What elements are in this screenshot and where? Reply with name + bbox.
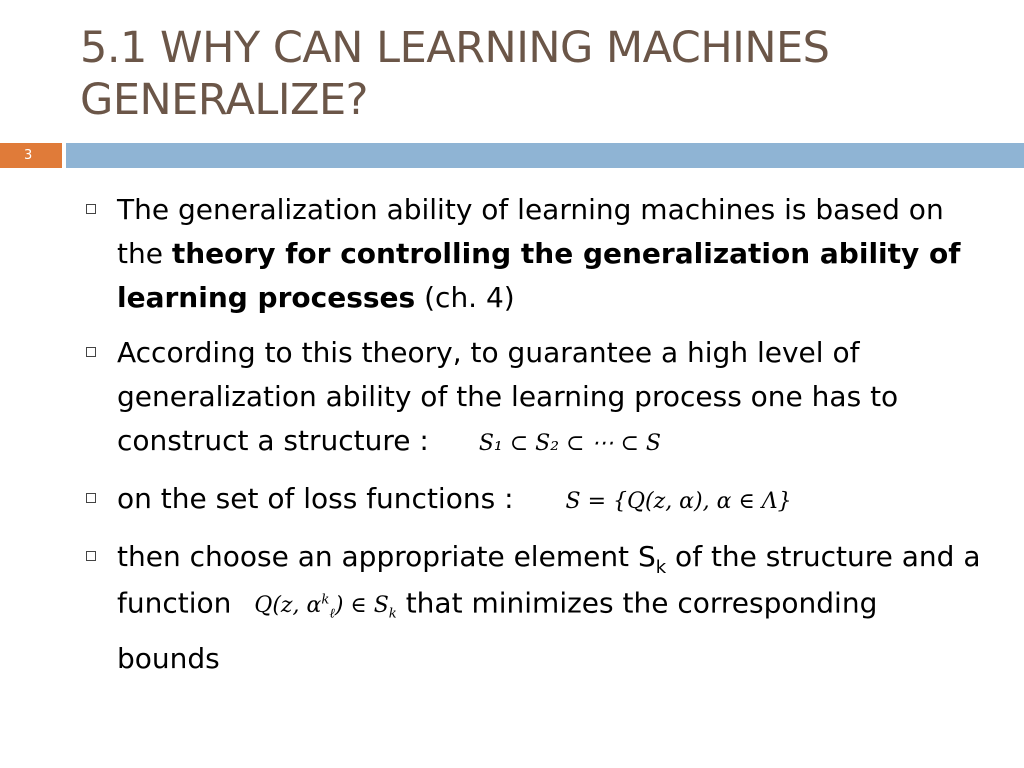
subscript-k: k — [655, 557, 667, 578]
bullet-text: on the set of loss functions : — [117, 482, 514, 515]
bullet-text: that minimizes the corresponding bounds — [117, 586, 878, 675]
square-bullet-icon — [86, 347, 96, 357]
bullet-bold-text: theory for controlling the generalization ability of learning processes — [117, 237, 961, 314]
bullet-item — [86, 188, 986, 320]
square-bullet-icon — [86, 204, 96, 214]
slide-number-badge: 3 — [0, 143, 62, 168]
bullet-text: then choose an appropriate element S — [117, 540, 656, 573]
bullet-item — [86, 535, 986, 681]
bullet-list — [86, 188, 986, 692]
structure-formula: S₁ ⊂ S₂ ⊂ ⋯ ⊂ S — [478, 431, 661, 456]
title-divider-bar — [66, 143, 1024, 168]
bullet-text: (ch. 4) — [415, 281, 515, 314]
function-formula: Q(z, $\alpha^k_\ell$) ∈ $S_k$ — [254, 593, 397, 622]
bullet-text: According to this theory, to guarantee a high level of generalization ability of the learning process one has to construct a structure : — [117, 336, 899, 457]
square-bullet-icon — [86, 493, 96, 503]
bullet-item — [86, 331, 986, 466]
bullet-item — [86, 477, 986, 524]
bullet-text: of the structure and a function — [117, 540, 981, 620]
bullet-text: The generalization ability of learning machines is based on the — [117, 193, 944, 270]
loss-function-set-formula: S = {Q(z, α), α ∈ Λ} — [565, 489, 792, 514]
square-bullet-icon — [86, 551, 96, 561]
slide-title: 5.1 WHY CAN LEARNING MACHINES GENERALIZE? — [80, 23, 830, 125]
